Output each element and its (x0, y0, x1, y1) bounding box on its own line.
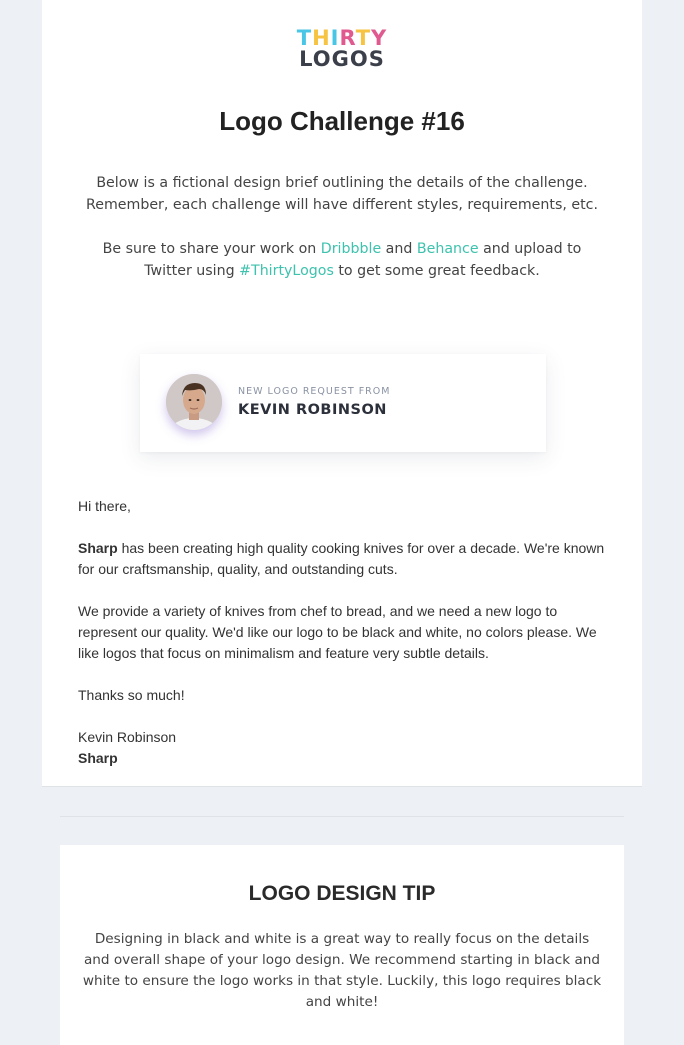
brief-letter (78, 496, 608, 769)
logo-letter: T (355, 26, 372, 50)
share-paragraph (82, 238, 602, 282)
request-label: NEW LOGO REQUEST FROM (238, 386, 391, 397)
signature (78, 727, 608, 769)
design-tip-card (60, 845, 624, 1045)
logo-letter: H (312, 26, 331, 50)
share-text: Be sure to share your work on (102, 241, 321, 257)
logo-row-thirty (42, 28, 642, 49)
logo-request-card (140, 354, 546, 452)
thirtylogos-hashtag-link[interactable]: #ThirtyLogos (239, 263, 334, 279)
logo-letter: T (296, 26, 313, 50)
intro-text (82, 172, 602, 304)
logo-letter: Y (371, 26, 388, 50)
greeting: Hi there, (78, 498, 131, 514)
intro-paragraph: Below is a fictional design brief outlining the details of the challenge. Remember, each challenge will have different styles, requirements, etc. (86, 175, 598, 213)
company-name: Sharp (78, 540, 118, 556)
share-text: and (381, 241, 417, 257)
brief-paragraph: We provide a variety of knives from chef to bread, and we need a new logo to represent our quality. We'd like our logo to be black and white, no colors please. We like logos that focus on minimalism and feature very subtle details. (78, 603, 597, 661)
behance-link[interactable]: Behance (416, 241, 479, 257)
share-text: to get some great feedback. (333, 263, 540, 279)
signature-company: Sharp (78, 750, 118, 766)
brief-text: has been creating high quality cooking knives for over a decade. We're known for our craftsmanship, quality, and outstanding cuts. (78, 540, 605, 577)
thanks-line: Thanks so much! (78, 687, 185, 703)
section-divider (60, 816, 624, 817)
tip-title: LOGO DESIGN TIP (248, 882, 436, 905)
logo-row-logos: LOGOS (299, 47, 385, 71)
page-title: Logo Challenge #16 (219, 106, 465, 136)
brief-paragraph (78, 538, 608, 580)
logo-letter: I (330, 26, 340, 50)
signature-name: Kevin Robinson (78, 729, 177, 745)
thirty-logos-logo[interactable] (42, 28, 642, 70)
share-text: and upload to Twitter using (144, 241, 582, 279)
logo-letter: R (339, 26, 356, 50)
dribbble-link[interactable]: Dribbble (320, 241, 382, 257)
avatar-portrait-icon (166, 374, 222, 430)
tip-text: Designing in black and white is a great way to really focus on the details and overall shape of your logo design. We recommend starting in black and white to ensure the logo works in that style. Luckily, this logo requires black and white! (82, 931, 602, 1010)
avatar (166, 374, 222, 430)
email-card (42, 0, 642, 787)
requester-name: KEVIN ROBINSON (238, 402, 387, 418)
